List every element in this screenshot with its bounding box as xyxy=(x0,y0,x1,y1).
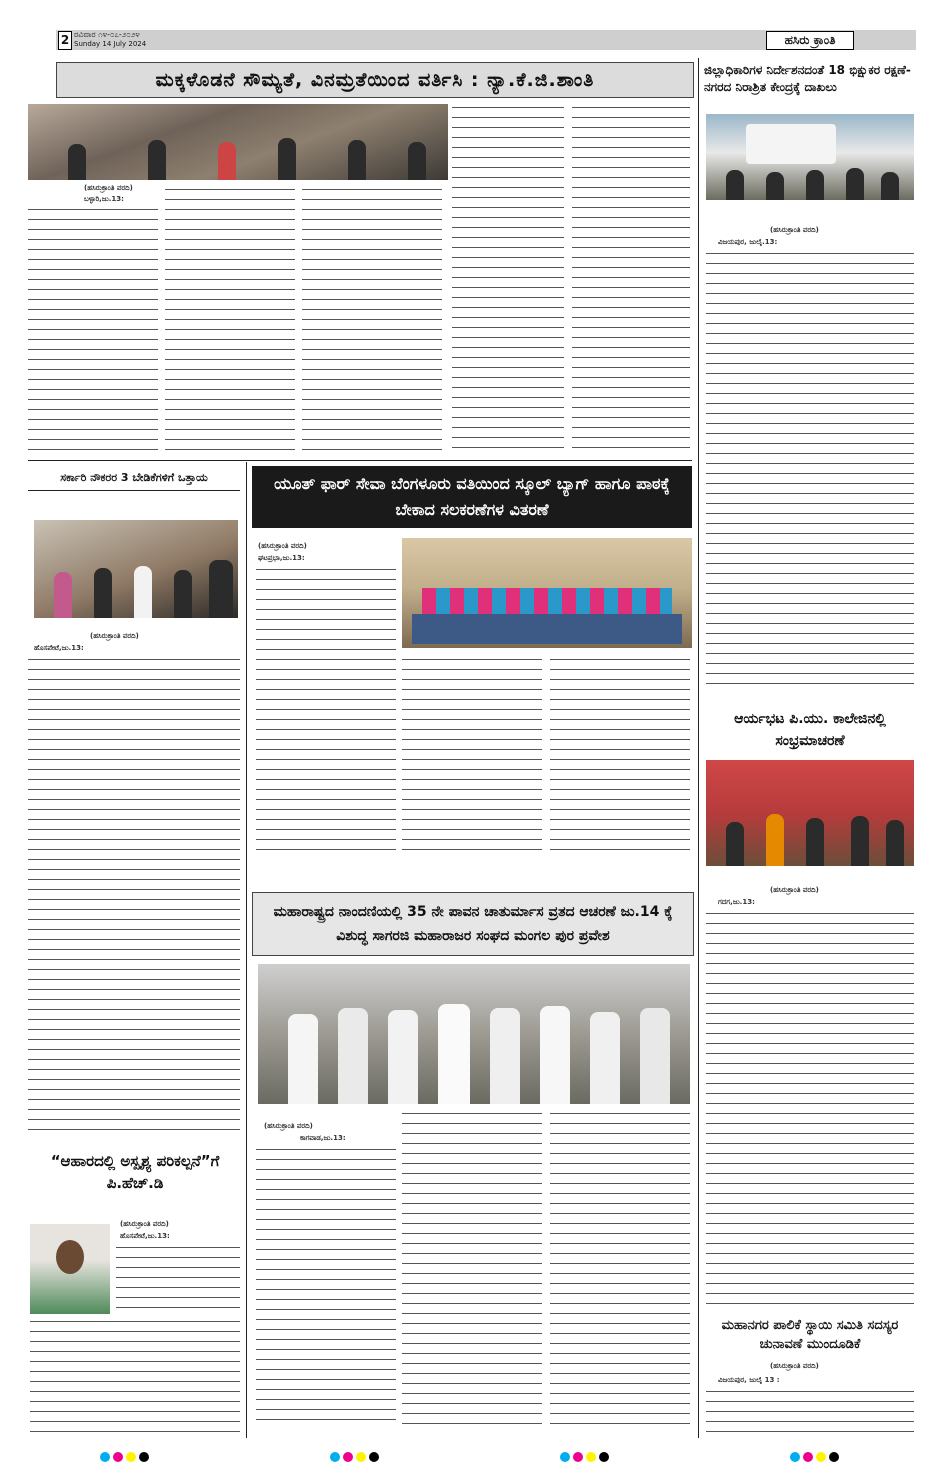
registration-marks-4 xyxy=(790,1447,842,1466)
maharashtra-headline-box xyxy=(252,892,694,956)
main-headline: ಮಕ್ಕಳೊಡನೆ ಸೌಮ್ಯತೆ, ವಿನಮ್ರತೆಯಿಂದ ವರ್ತಿಸಿ : ನ್ಯಾ.ಕೆ.ಜಿ.ಶಾಂತಿ xyxy=(155,69,595,91)
left-story-2-headline: “ಆಹಾರದಲ್ಲಿ ಅಸ್ಪೃಶ್ಯ ಪರಿಕಲ್ಪನೆ”ಗೆ ಪಿ.ಹೆಚ್.ಡಿ xyxy=(50,1152,220,1192)
registration-dot xyxy=(139,1452,149,1462)
registration-dot xyxy=(356,1452,366,1462)
maharashtra-dateline: ಕಾಗವಾಡ,ಜು.13: xyxy=(300,1134,346,1142)
youth-photo xyxy=(402,538,692,648)
main-story-body-col1 xyxy=(28,206,158,456)
main-story-body-col5 xyxy=(572,104,690,456)
youth-credit: (ಹಸಿರುಕ್ರಾಂತಿ ವರದಿ) xyxy=(258,542,307,550)
registration-dot xyxy=(126,1452,136,1462)
left-story-1-headline: ಸರ್ಕಾರಿ ನೌಕರರ 3 ಬೇಡಿಕೆಗಳಿಗೆ ಒತ್ತಾಯ xyxy=(60,471,208,484)
aryabhata-photo xyxy=(706,760,914,866)
main-story-photo xyxy=(28,104,448,180)
right-bottom-credit: (ಹಸಿರುಕ್ರಾಂತಿ ವರದಿ) xyxy=(770,1362,819,1370)
right-top-dateline: ವಿಜಯಪುರ, ಜುಲೈ.13: xyxy=(718,238,778,246)
column-rule-right xyxy=(698,58,699,1438)
maharashtra-headline: ಮಹಾರಾಷ್ಟ್ರದ ನಾಂದಣಿಯಲ್ಲಿ 35 ನೇ ಪಾವನ ಚಾತುರ್ಮಾಸ ವ್ರತದ ಆಚರಣೆ ಜು.14 ಕ್ಕೆ ವಿಶುದ್ಧ ಸಾಗರಜಿ ಮಹಾರಾಜರ ಸಂಘದ ಮಂಗಲ ಪುರ ಪ್ರವೇಶ xyxy=(273,904,673,944)
maharashtra-body-col1 xyxy=(256,1146,396,1428)
maharashtra-body-col3 xyxy=(550,1110,690,1428)
youth-body-col3 xyxy=(550,656,690,856)
registration-dot xyxy=(803,1452,813,1462)
right-top-headline: ಜಿಲ್ಲಾಧಿಕಾರಿಗಳ ನಿರ್ದೇಶನದಂತೆ 18 ಭಿಕ್ಷುಕರ ರಕ್ಷಣೆ-ನಗರದ ನಿರಾಶ್ರಿತ ಕೇಂದ್ರಕ್ಕೆ ದಾಖಲು xyxy=(704,63,911,94)
left-story-1-dateline: ಹೊಸಪೇಟೆ,ಜು.13: xyxy=(34,644,84,652)
left-story-2-dateline: ಹೊಸಪೇಟೆ,ಜು.13: xyxy=(120,1232,170,1240)
left-story-2-credit: (ಹಸಿರುಕ್ರಾಂತಿ ವರದಿ) xyxy=(120,1220,169,1228)
main-story-credit: (ಹಸಿರುಕ್ರಾಂತಿ ವರದಿ) xyxy=(84,184,133,192)
right-top-body xyxy=(706,250,914,690)
section-rule-mid xyxy=(28,460,692,461)
registration-marks-3 xyxy=(560,1447,612,1466)
left-story-1-body xyxy=(28,656,240,1130)
registration-dot xyxy=(560,1452,570,1462)
aryabhata-credit: (ಹಸಿರುಕ್ರಾಂತಿ ವರದಿ) xyxy=(770,886,819,894)
registration-dot xyxy=(113,1452,123,1462)
main-story-body-col3 xyxy=(302,186,442,456)
maharashtra-photo xyxy=(258,964,690,1104)
registration-marks-2 xyxy=(330,1447,382,1466)
registration-dot xyxy=(369,1452,379,1462)
right-top-photo xyxy=(706,114,914,200)
registration-dot xyxy=(586,1452,596,1462)
maharashtra-credit: (ಹಸಿರುಕ್ರಾಂತಿ ವರದಿ) xyxy=(264,1122,313,1130)
registration-dot xyxy=(790,1452,800,1462)
main-story-dateline: ಬಳ್ಳಾರಿ,ಜು.13: xyxy=(84,195,124,203)
maharashtra-body-col2 xyxy=(402,1110,542,1428)
paper-name: ಹಸಿರು ಕ್ರಾಂತಿ xyxy=(784,33,836,47)
date-english: Sunday 14 July 2024 xyxy=(74,40,147,48)
page-number-box xyxy=(58,31,72,50)
left-story-2-portrait xyxy=(30,1224,110,1314)
registration-dot xyxy=(829,1452,839,1462)
registration-marks-1 xyxy=(100,1447,152,1466)
left-story-1-headline-box xyxy=(28,466,240,491)
registration-dot xyxy=(343,1452,353,1462)
left-story-1-photo xyxy=(34,520,238,618)
youth-body-col2 xyxy=(402,656,542,856)
aryabhata-dateline: ಗದಗ,ಜು.13: xyxy=(718,898,755,906)
aryabhata-body xyxy=(706,910,914,1308)
right-bottom-headline: ಮಹಾನಗರ ಪಾಲಿಕೆ ಸ್ಥಾಯಿ ಸಮಿತಿ ಸದಸ್ಯರ ಚುನಾವಣೆ ಮುಂದೂಡಿಕೆ xyxy=(721,1318,899,1352)
main-story-body-col2 xyxy=(165,186,295,456)
right-bottom-body xyxy=(706,1388,914,1436)
registration-dot xyxy=(330,1452,340,1462)
registration-dot xyxy=(573,1452,583,1462)
date-kannada: ರವಿವಾರ ೧೪-೦೭-೨೦೨೪ xyxy=(74,30,140,39)
youth-body-col1 xyxy=(256,566,396,856)
youth-headline: ಯೂತ್ ಫಾರ್ ಸೇವಾ ಬೆಂಗಳೂರು ವತಿಯಿಂದ ಸ್ಕೂಲ್ ಬ್ಯಾಗ್ ಹಾಗೂ ಪಾಠಕ್ಕೆ ಬೇಕಾದ ಸಲಕರಣೆಗಳ ವಿತರಣೆ xyxy=(274,474,670,519)
main-headline-banner xyxy=(56,62,694,98)
aryabhata-headline: ಆರ್ಯಭಟ ಪಿ.ಯು. ಕಾಲೇಜಿನಲ್ಲಿ ಸಂಭ್ರಮಾಚರಣೆ xyxy=(734,711,886,749)
youth-headline-box xyxy=(252,466,692,528)
main-story-body-col4 xyxy=(452,104,564,456)
registration-dot xyxy=(599,1452,609,1462)
left-story-2-body-right xyxy=(116,1244,240,1316)
youth-dateline: ಘಟಪ್ರಭಾ,ಜು.13: xyxy=(258,554,305,562)
column-rule-left xyxy=(246,462,247,1438)
paper-name-box xyxy=(766,31,854,50)
registration-dot xyxy=(816,1452,826,1462)
page-number: 2 xyxy=(60,33,70,47)
right-bottom-dateline: ವಿಜಯಪುರ, ಜುಲೈ 13 : xyxy=(718,1376,780,1384)
left-story-2-body xyxy=(30,1318,240,1436)
registration-dot xyxy=(100,1452,110,1462)
left-story-1-credit: (ಹಸಿರುಕ್ರಾಂತಿ ವರದಿ) xyxy=(90,632,139,640)
right-top-credit: (ಹಸಿರುಕ್ರಾಂತಿ ವರದಿ) xyxy=(770,226,819,234)
